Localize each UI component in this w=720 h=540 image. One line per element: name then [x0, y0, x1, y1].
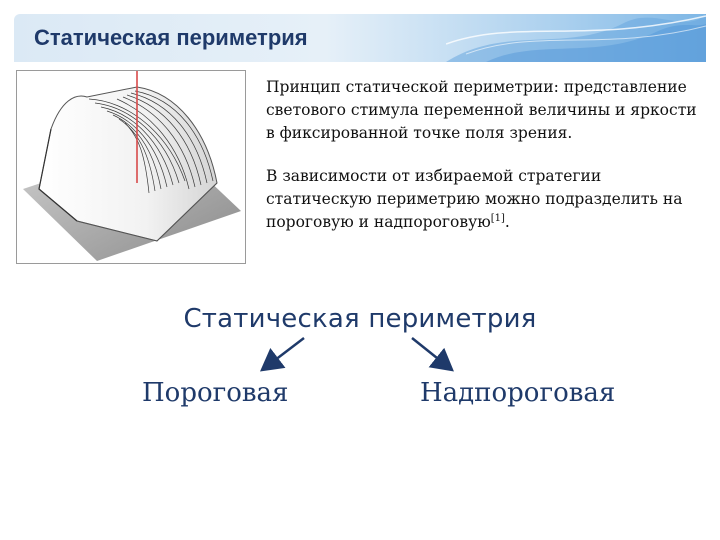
- slide-header: [14, 14, 706, 62]
- arrow-left: [262, 338, 304, 370]
- classification-title: Статическая периметрия: [183, 304, 537, 334]
- slide-title: Статическая периметрия: [34, 25, 308, 50]
- description-text: [266, 76, 706, 254]
- paragraph-strategy-end: .: [504, 213, 510, 231]
- paragraph-strategy-text: В зависимости от избираемой стратегии статическую периметрию можно подразделить на пороговую и надпороговую: [266, 167, 683, 231]
- arrow-right: [412, 338, 452, 370]
- suprathreshold-label: Надпороговая: [420, 378, 616, 408]
- paragraph-strategy: [266, 165, 706, 234]
- paragraph-principle: Принцип статической периметрии: представление светового стимула переменной величины и яркости в фиксированной точке поля зрения.: [266, 78, 697, 142]
- header-wave-decoration: [446, 14, 706, 62]
- threshold-label: Пороговая: [142, 378, 289, 408]
- hill-of-vision-illustration: [17, 71, 245, 263]
- hill-of-vision-figure: [16, 70, 246, 264]
- reference-footnote[interactable]: [1]: [490, 213, 505, 224]
